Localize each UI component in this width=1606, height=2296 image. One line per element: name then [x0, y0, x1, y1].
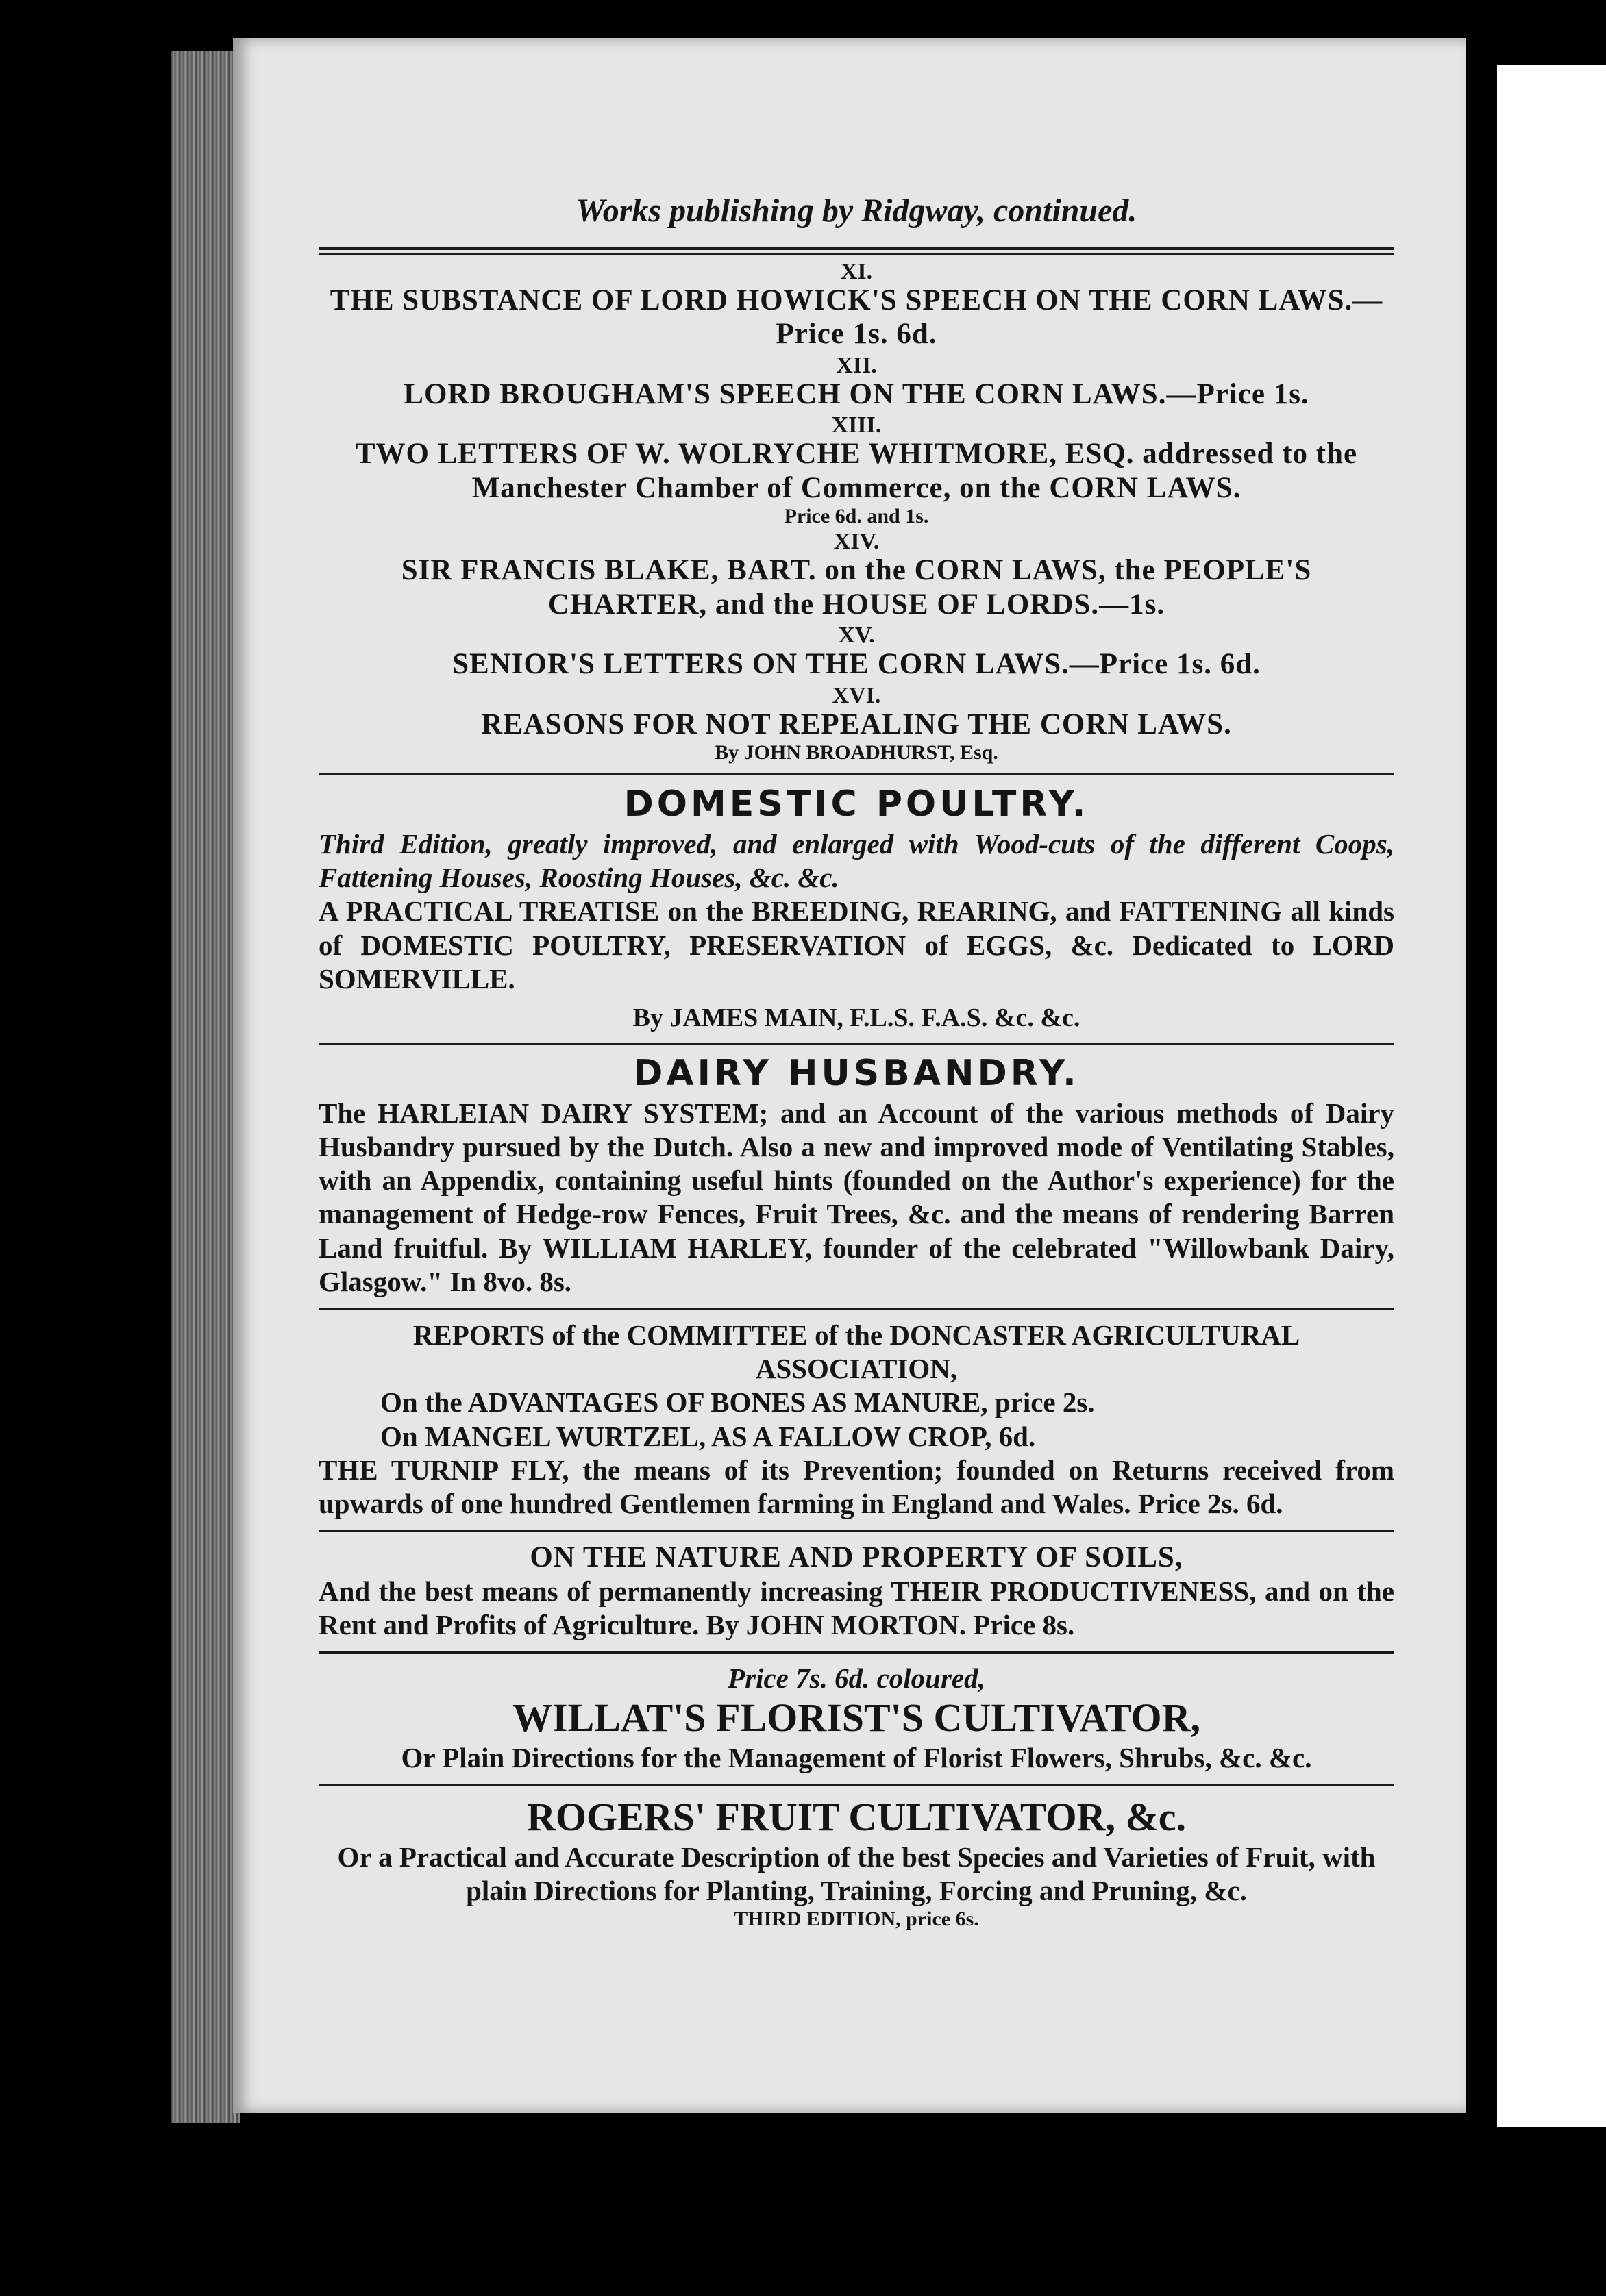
entry-number: XI.	[840, 259, 873, 284]
section-title: ROGERS' FRUIT CULTIVATOR, &c.	[526, 1795, 1187, 1839]
section-title: WILLAT'S FLORIST'S CULTIVATOR,	[512, 1695, 1201, 1740]
willat-section	[319, 1662, 1394, 1775]
section-divider	[319, 1308, 1394, 1310]
section-body: The HARLEIAN DAIRY SYSTEM; and an Account of the various methods of Dairy Husbandry pursued by the Dutch. Also a new and improved mode of Ventilating Stables, with an Appendix, containing useful hints (founded on the Author's experience) for the management of Hedge-row Fences, Fruit Trees, &c. and the means of rendering Barren Land fruitful. By WILLIAM HARLEY, founder of the celebrated "Willowbank Dairy, Glasgow." In 8vo. 8s.	[319, 1097, 1394, 1297]
section-divider	[319, 1784, 1394, 1786]
facing-page	[1497, 65, 1606, 2127]
section-subtitle: Or Plain Directions for the Management of Florist Flowers, Shrubs, &c. &c.	[401, 1741, 1312, 1773]
section-title: REPORTS of the COMMITTEE of the DONCASTER AGRICULTURAL ASSOCIATION,	[412, 1319, 1300, 1385]
entry-number: XII.	[836, 352, 877, 378]
report-turnip-fly: THE TURNIP FLY, the means of its Prevention; founded on Returns received from upwards of one hundred Gentlemen farming in England and Wales. Price 2s. 6d.	[319, 1453, 1394, 1519]
entry-xiii	[319, 414, 1394, 527]
dairy-section	[319, 1053, 1394, 1299]
section-title: ON THE NATURE AND PROPERTY OF SOILS,	[530, 1541, 1183, 1574]
entry-title: TWO LETTERS OF W. WOLRYCHE WHITMORE, ESQ. addressed to the Manchester Chamber of Commerce, on the CORN LAWS.	[355, 438, 1358, 504]
section-subtitle: Or a Practical and Accurate Description of the best Species and Varieties of Fruit, with plain Directions for Planting, Training, Forcing and Pruning, &c.	[337, 1840, 1376, 1906]
entry-number: XVI.	[832, 682, 881, 708]
double-rule	[319, 247, 1394, 255]
entry-title: LORD BROUGHAM'S SPEECH ON THE CORN LAWS.—Price 1s.	[404, 377, 1309, 410]
entry-author: By JOHN BROADHURST, Esq.	[715, 740, 998, 764]
entry-number: XIV.	[833, 529, 880, 555]
entry-title: THE SUBSTANCE OF LORD HOWICK'S SPEECH ON THE CORN LAWS.—Price 1s. 6d.	[330, 284, 1383, 351]
entry-title: SENIOR'S LETTERS ON THE CORN LAWS.—Price 1s. 6d.	[452, 648, 1261, 681]
entry-number: XIII.	[831, 412, 882, 438]
entry-xii	[319, 354, 1394, 411]
entry-xiv	[319, 530, 1394, 621]
entry-number: XV.	[838, 623, 875, 649]
edition-note: Third Edition, greatly improved, and enlarged with Wood-cuts of the different Coops, Fattening Houses, Roosting Houses, &c. &c.	[319, 827, 1394, 894]
section-heading: DAIRY HUSBANDRY.	[633, 1052, 1080, 1094]
entry-xi	[319, 260, 1394, 351]
doncaster-section	[319, 1319, 1394, 1521]
section-divider	[319, 1651, 1394, 1654]
section-divider	[319, 1530, 1394, 1532]
rogers-section	[319, 1795, 1394, 1930]
report-bones: On the ADVANTAGES OF BONES AS MANURE, price 2s.	[380, 1386, 1095, 1419]
section-divider	[319, 773, 1394, 775]
price-line: Price 7s. 6d. coloured,	[728, 1662, 985, 1694]
book-page	[233, 38, 1466, 2113]
poultry-section	[319, 784, 1394, 1033]
running-head: Works publishing by Ridgway, continued.	[576, 192, 1137, 229]
page-content	[319, 192, 1394, 1930]
entry-xv	[319, 624, 1394, 681]
book-page-edges	[171, 51, 240, 2123]
entry-price: Price 6d. and 1s.	[784, 505, 929, 528]
section-heading: DOMESTIC POULTRY.	[623, 783, 1089, 825]
entry-title: REASONS FOR NOT REPEALING THE CORN LAWS.	[481, 708, 1232, 740]
edition-line: THIRD EDITION, price 6s.	[734, 1908, 979, 1931]
section-body: A PRACTICAL TREATISE on the BREEDING, REARING, and FATTENING all kinds of DOMESTIC POULTRY, PRESERVATION of EGGS, &c. Dedicated to LORD SOMERVILLE.	[319, 895, 1394, 995]
report-mangel: On MANGEL WURTZEL, AS A FALLOW CROP, 6d.	[380, 1420, 1036, 1452]
byline: By JAMES MAIN, F.L.S. F.A.S. &c. &c.	[632, 1003, 1080, 1032]
section-divider	[319, 1043, 1394, 1045]
entry-xvi	[319, 684, 1394, 764]
soils-section	[319, 1540, 1394, 1642]
section-body: And the best means of permanently increasing THEIR PRODUCTIVENESS, and on the Rent and Profits of Agriculture. By JOHN MORTON. Price 8s.	[319, 1575, 1394, 1640]
entry-title: SIR FRANCIS BLAKE, BART. on the CORN LAWS, the PEOPLE'S CHARTER, and the HOUSE OF LORDS.—1s.	[401, 554, 1312, 621]
